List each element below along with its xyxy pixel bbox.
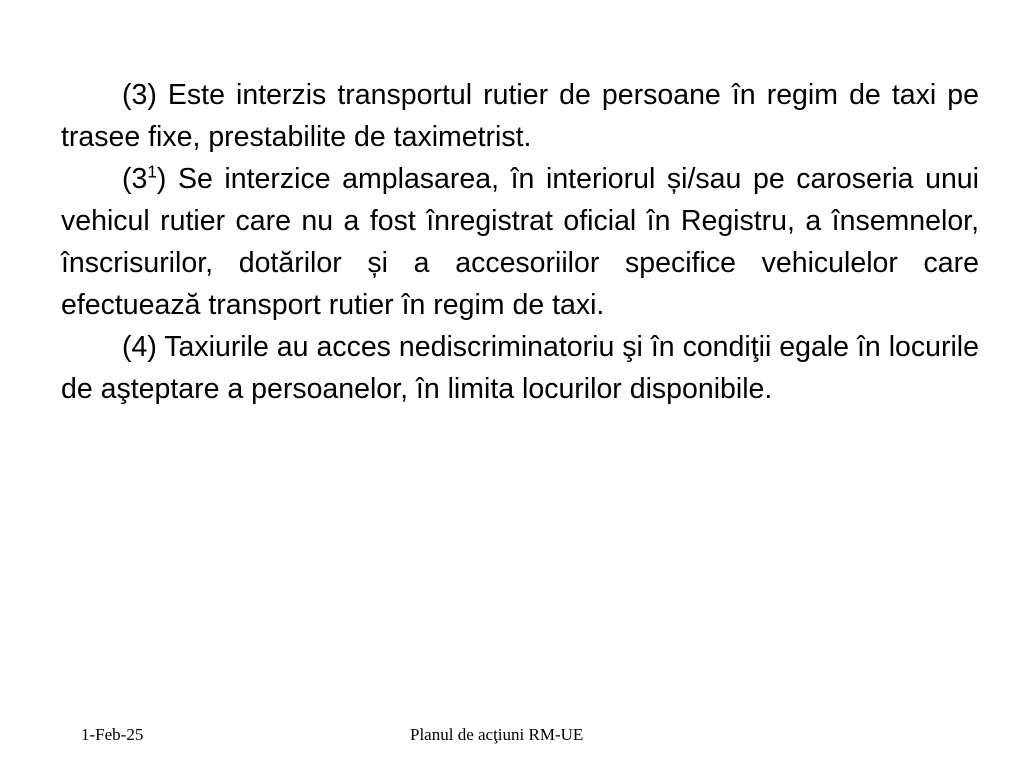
paragraph-3-1-superscript: 1 <box>147 162 157 182</box>
paragraph-3 <box>61 74 979 158</box>
paragraph-3-1-prefix: (3 <box>122 163 148 195</box>
paragraph-3-1-text: ) Se interzice amplasarea, în interiorul și/sau pe caroseria unui vehicul rutier care nu a fost înregistrat oficial în Registru, a însemnelor, înscrisurilor, dotărilor și a accesoriilor specifice vehiculelor care efectuează transport rutier în regim de taxi. <box>61 163 979 321</box>
footer-title: Planul de acţiuni RM-UE <box>410 725 584 744</box>
paragraph-4-text: (4) Taxiurile au acces nediscriminatoriu şi în condiţii egale în locurile de aşteptare a persoanelor, în limita locurilor disponibile. <box>61 331 979 405</box>
paragraph-3-1 <box>61 158 979 326</box>
footer-date: 1-Feb-25 <box>81 725 144 744</box>
article-text <box>61 74 979 410</box>
paragraph-4 <box>61 326 979 410</box>
paragraph-3-text: (3) Este interzis transportul rutier de persoane în regim de taxi pe trasee fixe, prestabilite de taximetrist. <box>61 79 979 153</box>
